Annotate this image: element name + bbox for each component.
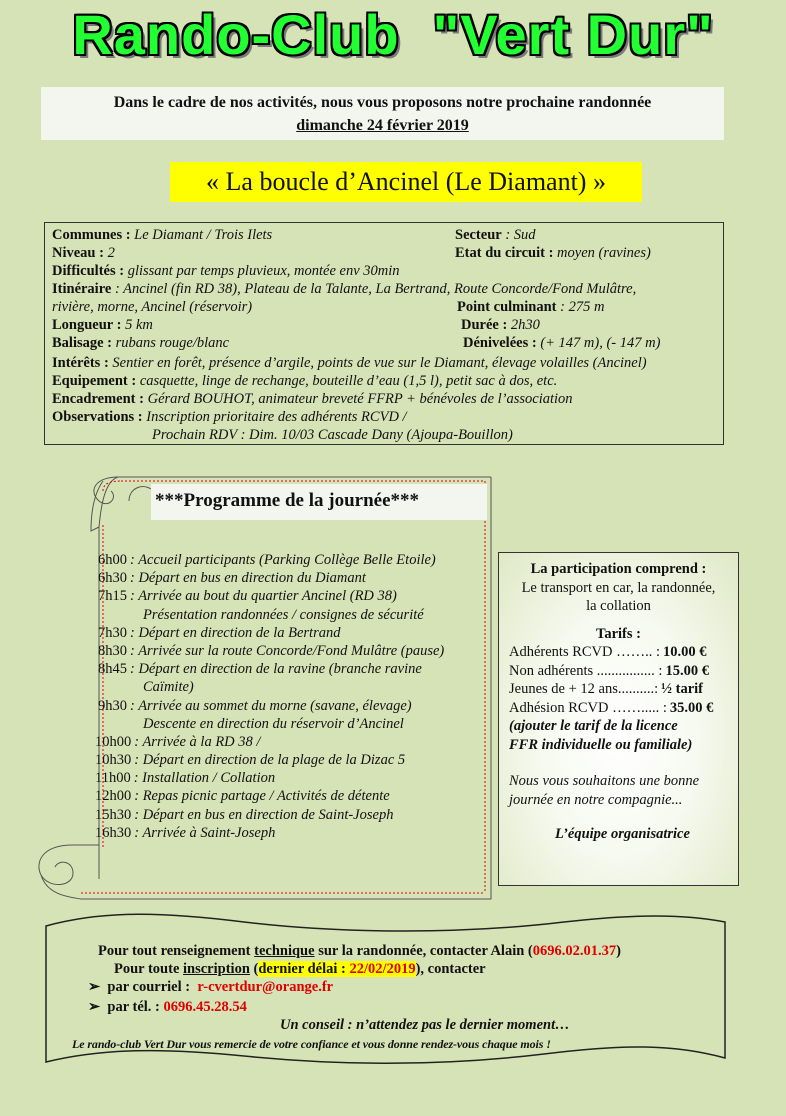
licence-note-line-1: (ajouter le tarif de la licence: [509, 718, 678, 734]
programme-time: 12h00: [95, 788, 132, 805]
contact-line-inscription: [114, 960, 486, 978]
observations-label: Observations :: [52, 409, 143, 425]
contact-line-technique: [98, 942, 621, 960]
programme-item: [95, 824, 444, 842]
programme-item: [95, 769, 444, 787]
programme-text: Caïmite): [143, 679, 194, 696]
participation-line-1: Le transport en car, la randonnée,: [521, 579, 716, 596]
hike-title: « La boucle d’Ancinel (Le Diamant) »: [170, 162, 642, 202]
programme-text: : Installation / Collation: [133, 770, 276, 787]
interets-label: Intérêts :: [52, 355, 109, 371]
balisage-value: rubans rouge/blanc: [115, 335, 230, 351]
programme-text: Présentation randonnées / consignes de sécurité: [143, 606, 424, 623]
alain-phone: 0696.02.01.37: [532, 943, 617, 959]
tarif-row: [509, 643, 738, 662]
licence-note: [499, 717, 738, 754]
denivelees-label: Dénivelées :: [463, 335, 537, 351]
programme-item: [95, 660, 444, 678]
tarifs-list: [499, 643, 738, 717]
mail-line: [88, 978, 333, 996]
culminant-label: Point culminant: [457, 299, 557, 315]
programme-item: [95, 642, 444, 660]
programme-item: [95, 587, 444, 605]
programme-text: Descente en direction du réservoir d’Ancinel: [143, 715, 404, 732]
inscription-text-b: inscription: [183, 961, 250, 977]
balisage-label: Balisage :: [52, 335, 113, 351]
intro-line: Dans le cadre de nos activités, nous vous proposons notre prochaine randonnée: [113, 94, 652, 111]
programme-time: 8h30: [98, 642, 127, 659]
programme-time: 6h30: [98, 570, 127, 587]
tel-line: [88, 998, 247, 1016]
programme-title: ***Programme de la journée***: [151, 484, 487, 520]
itineraire-value-cont: rivière, morne, Ancinel (réservoir): [52, 299, 253, 315]
tel-label: par tél. :: [107, 999, 160, 1015]
tarif-price: 15.00 €: [665, 662, 709, 679]
mail-label: par courriel :: [107, 979, 191, 995]
programme-text: : Départ en bus en direction du Diamant: [130, 570, 366, 587]
programme-time: 9h30: [98, 697, 127, 714]
participation-line-2: la collation: [586, 598, 651, 614]
encadrement-value: Gérard BOUHOT, animateur breveté FFRP + bénévoles de l’association: [147, 391, 573, 407]
programme-item: [95, 624, 444, 642]
programme-time: 15h30: [95, 806, 132, 823]
arrow-bullet-icon: ➢: [88, 999, 101, 1015]
programme-text: : Départ en direction de la plage de la Dizac 5: [134, 752, 406, 769]
tarif-row: [509, 699, 738, 718]
programme-item: [95, 806, 444, 824]
programme-item: [95, 787, 444, 805]
tarif-label: Non adhérents ................ :: [509, 662, 663, 679]
advice-text: Un conseil : n’attendez pas le dernier moment…: [280, 1017, 570, 1033]
technique-text-c: sur la randonnée, contacter Alain (: [314, 943, 533, 959]
thanks-text: Le rando-club Vert Dur vous remercie de votre confiance et vous donne rendez-vous chaque mois !: [72, 1037, 551, 1051]
longueur-value: 5 km: [125, 317, 153, 333]
denivelees-value: (+ 147 m), (- 147 m): [540, 335, 661, 351]
hike-date: dimanche 24 février 2019: [296, 117, 469, 134]
secteur-label: Secteur: [455, 227, 502, 243]
hike-info-box: [44, 222, 724, 445]
programme-text: : Départ en bus en direction de Saint-Joseph: [134, 806, 394, 823]
wish-text: [499, 772, 738, 810]
technique-text-a: Pour tout renseignement: [98, 943, 255, 959]
programme-text: : Arrivée à Saint-Joseph: [134, 824, 276, 841]
tarif-label: Jeunes de + 12 ans..........:: [509, 681, 659, 697]
participation-box: [498, 552, 739, 886]
programme-text: : Repas picnic partage / Activités de détente: [134, 788, 390, 805]
licence-note-line-2: FFR individuelle ou familiale): [509, 736, 693, 753]
programme-text: : Arrivée au bout du quartier Ancinel (RD 38): [130, 588, 397, 605]
tarif-price: 10.00 €: [663, 644, 707, 660]
programme-time: 10h30: [95, 752, 132, 769]
programme-text: : Départ en direction de la Bertrand: [130, 624, 341, 641]
etat-label: Etat du circuit :: [455, 245, 554, 261]
arrow-bullet-icon: ➢: [88, 979, 101, 995]
tarif-price: ½ tarif: [661, 681, 704, 697]
difficultes-value: glissant par temps pluvieux, montée env 30min: [127, 263, 400, 279]
programme-text: : Départ en direction de la ravine (branche ravine: [130, 661, 422, 678]
programme-list: [95, 551, 444, 842]
tarif-row: [509, 662, 738, 681]
programme-time: 7h30: [98, 624, 127, 641]
culminant-value: : 275 m: [560, 299, 605, 315]
deadline-date: 22/02/2019: [349, 961, 416, 977]
intro-box: [41, 87, 724, 140]
programme-time: 7h15: [98, 588, 127, 605]
programme-text: : Arrivée au sommet du morne (savane, élevage): [130, 697, 412, 714]
participation-heading: La participation comprend :: [530, 561, 707, 577]
observations-value: Inscription prioritaire des adhérents RCVD /: [146, 409, 407, 425]
programme-text: : Arrivée sur la route Concorde/Fond Mulâtre (pause): [130, 642, 445, 659]
mail-address-link[interactable]: r-cvertdur@orange.fr: [197, 979, 334, 995]
programme-text: : Arrivée à la RD 38 /: [134, 733, 261, 750]
niveau-value: 2: [107, 245, 115, 261]
longueur-label: Longueur :: [52, 317, 122, 333]
programme-item: [95, 751, 444, 769]
inscription-text-c: (: [249, 961, 259, 977]
tarif-label: Adhésion RCVD ……..... :: [509, 699, 667, 716]
programme-item: [95, 551, 444, 569]
equipement-label: Equipement :: [52, 373, 137, 389]
programme-item: [95, 697, 444, 715]
tarif-row: [509, 680, 738, 699]
footer-contact: [44, 912, 727, 1072]
duree-label: Durée :: [461, 317, 508, 333]
programme-time: 16h30: [95, 824, 132, 841]
difficultes-label: Difficultés :: [52, 263, 125, 279]
itineraire-label: Itinéraire: [52, 281, 112, 297]
wish-line-2: journée en notre compagnie...: [509, 792, 683, 808]
club-title: Rando-Club "Vert Dur": [72, 3, 714, 66]
niveau-label: Niveau :: [52, 245, 104, 261]
tel-number: 0696.45.28.54: [163, 999, 247, 1015]
programme-time: 11h00: [95, 770, 131, 787]
interets-value: Sentier en forêt, présence d’argile, points de vue sur le Diamant, élevage volailles (Ancinel): [112, 355, 647, 371]
etat-value: moyen (ravines): [557, 245, 651, 261]
communes-label: Communes :: [52, 227, 131, 243]
programme-text: : Accueil participants (Parking Collège Belle Etoile): [130, 552, 436, 568]
itineraire-value: : Ancinel (fin RD 38), Plateau de la Talante, La Bertrand, Route Concorde/Fond Mulâtre,: [114, 281, 637, 297]
inscription-text-a: Pour toute: [114, 961, 184, 977]
programme-time: 10h00: [95, 733, 132, 750]
programme-time: 8h45: [98, 661, 127, 678]
tarif-price: 35.00 €: [669, 699, 714, 716]
technique-text-d: ): [616, 943, 621, 959]
signature: L’équipe organisatrice: [555, 826, 690, 842]
equipement-value: casquette, linge de rechange, bouteille d’eau (1,5 l), petit sac à dos, etc.: [139, 373, 558, 389]
tarifs-heading: Tarifs :: [596, 625, 641, 642]
programme-item: [95, 678, 444, 696]
programme-item: [95, 715, 444, 733]
technique-text-b: technique: [254, 943, 315, 959]
observations-value-cont: Prochain RDV : Dim. 10/03 Cascade Dany (Ajoupa-Bouillon): [152, 427, 513, 443]
programme-time: 6h00: [98, 552, 127, 568]
encadrement-label: Encadrement :: [52, 391, 144, 407]
programme-item: [95, 569, 444, 587]
inscription-text-e: ), contacter: [415, 961, 486, 977]
duree-value: 2h30: [510, 317, 540, 333]
secteur-value: : Sud: [505, 227, 536, 243]
communes-value: Le Diamant / Trois Ilets: [134, 227, 273, 243]
wish-line-1: Nous vous souhaitons une bonne: [509, 773, 700, 789]
programme-item: [95, 733, 444, 751]
deadline-label: dernier délai :: [258, 961, 350, 977]
programme-item: [95, 606, 444, 624]
tarif-label: Adhérents RCVD …….. :: [509, 644, 661, 660]
